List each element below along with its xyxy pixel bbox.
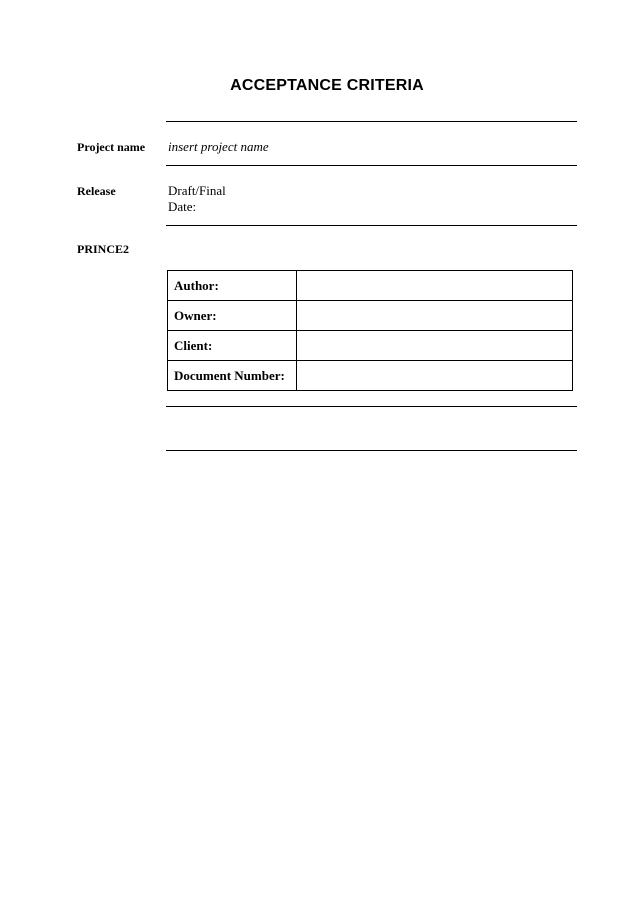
author-label: Author: [168,271,297,301]
table-row [168,301,573,331]
client-field[interactable] [297,331,573,361]
table-row [168,271,573,301]
client-label: Client: [168,331,297,361]
prince2-label: PRINCE2 [77,242,130,256]
owner-label: Owner: [168,301,297,331]
divider-bottom [166,450,577,451]
divider-after-project [166,165,577,166]
author-field[interactable] [297,271,573,301]
project-name-value: insert project name [168,139,269,154]
release-label: Release [77,184,116,198]
document-number-label: Document Number: [168,361,297,391]
table-row [168,331,573,361]
page-title: ACCEPTANCE CRITERIA [230,77,424,94]
document-details-table [167,270,573,391]
divider-top [166,121,577,122]
table-row [168,361,573,391]
release-value [168,183,226,215]
project-name-label: Project name [77,140,146,154]
owner-field[interactable] [297,301,573,331]
divider-after-release [166,225,577,226]
release-date: Date: [168,199,197,214]
document-number-field[interactable] [297,361,573,391]
release-status: Draft/Final [168,183,226,198]
divider-after-table [166,406,577,407]
